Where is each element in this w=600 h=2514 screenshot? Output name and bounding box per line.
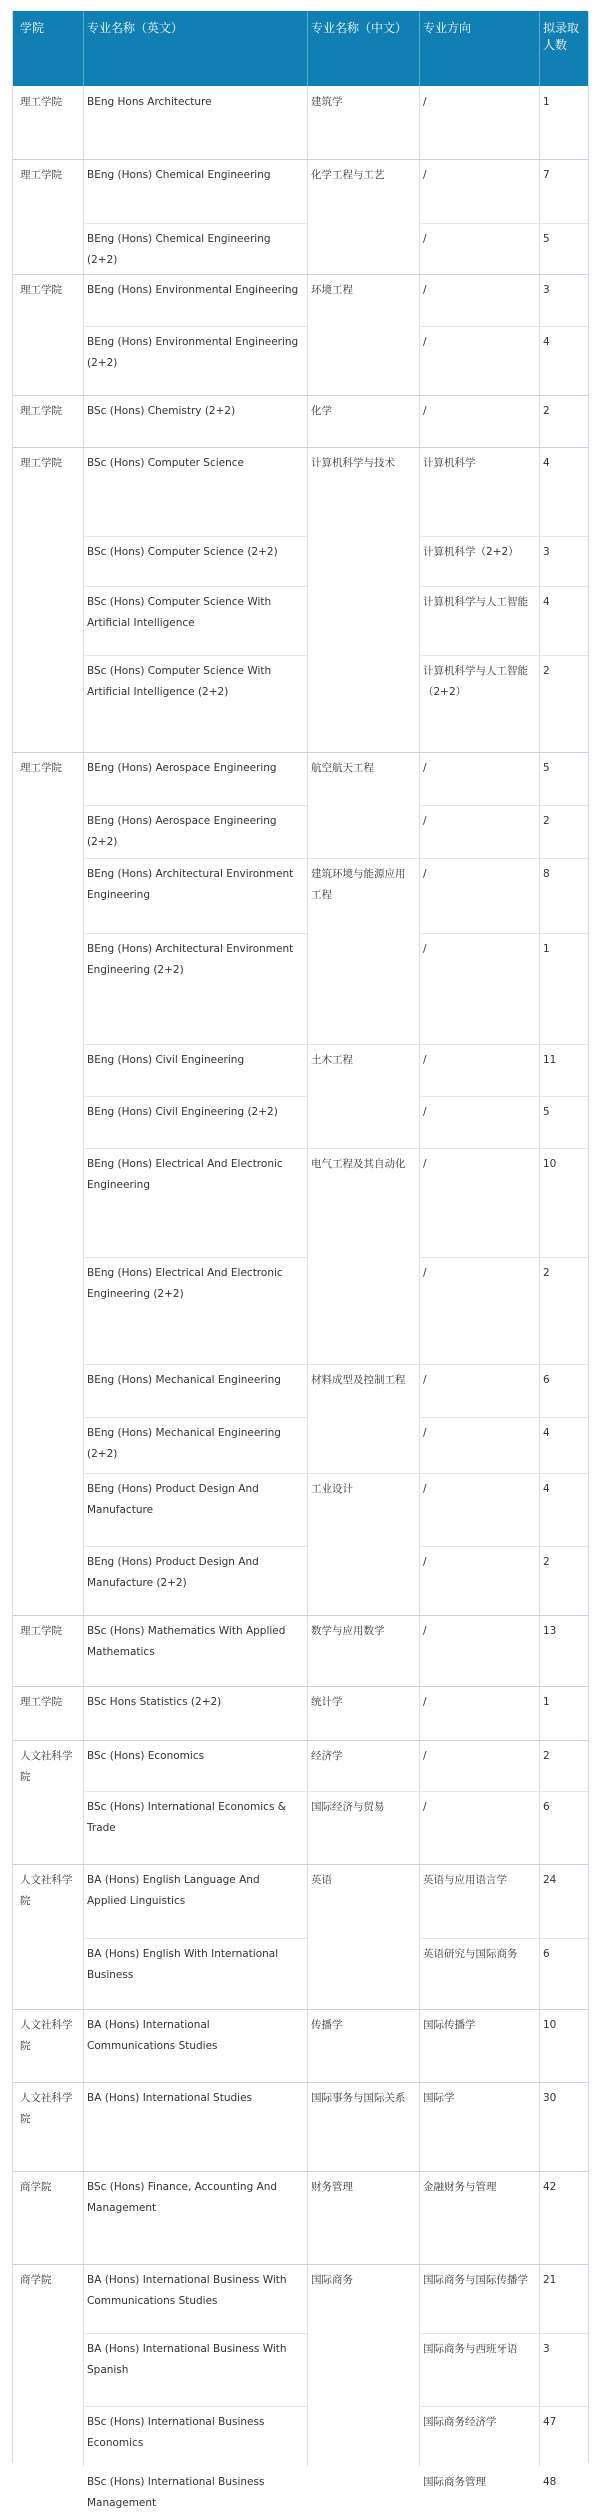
direction-cell: / bbox=[423, 815, 427, 827]
enroll-count-cell: 8 bbox=[543, 868, 550, 880]
direction-cell: 国际学 bbox=[423, 2092, 455, 2104]
name-en-cell: BSc (Hons) Computer Science (2+2) bbox=[87, 546, 278, 558]
name-en-cell: BEng (Hons) Product Design And Manufacture (2+2) bbox=[87, 1556, 259, 1589]
enroll-count-cell: 5 bbox=[543, 1106, 550, 1118]
direction-cell: / bbox=[423, 169, 427, 181]
direction-cell: 英语与应用语言学 bbox=[423, 1874, 507, 1886]
name-cn-cell: 航空航天工程 bbox=[311, 762, 374, 774]
enroll-count-cell: 6 bbox=[543, 1948, 550, 1960]
direction-cell: / bbox=[423, 284, 427, 296]
direction-cell: 计算机科学与人工智能（2+2） bbox=[423, 665, 528, 698]
name-en-cell: BEng (Hons) Aerospace Engineering bbox=[87, 762, 277, 774]
name-en-cell: BSc (Hons) International Business Economics bbox=[87, 2416, 265, 2449]
name-en-cell: BEng (Hons) Civil Engineering (2+2) bbox=[87, 1106, 278, 1118]
college-cell: 商学院 bbox=[20, 2274, 52, 2286]
name-en-cell: BEng (Hons) Civil Engineering bbox=[87, 1054, 245, 1066]
college-cell: 理工学院 bbox=[20, 762, 62, 774]
name-en-cell: BSc Hons Statistics (2+2) bbox=[87, 1696, 222, 1708]
name-cn-cell: 数学与应用数学 bbox=[311, 1625, 385, 1637]
name-en-cell: BSc (Hons) Computer Science With Artificial Intelligence bbox=[87, 596, 272, 629]
name-en-cell: BA (Hons) International Business With Communications Studies bbox=[87, 2274, 287, 2307]
name-en-cell: BEng (Hons) Product Design And Manufacture bbox=[87, 1483, 259, 1516]
name-cn-cell: 化学工程与工艺 bbox=[311, 169, 385, 181]
name-en-cell: BEng Hons Architecture bbox=[87, 96, 212, 108]
enroll-count-cell: 5 bbox=[543, 233, 550, 245]
name-en-cell: BEng (Hons) Aerospace Engineering (2+2) bbox=[87, 815, 277, 848]
header-direction: 专业方向 bbox=[423, 21, 472, 35]
name-en-cell: BSc (Hons) Computer Science With Artificial Intelligence (2+2) bbox=[87, 665, 272, 698]
direction-cell: 国际商务管理 bbox=[423, 2476, 486, 2488]
name-cn-cell: 化学 bbox=[311, 405, 332, 417]
name-en-cell: BSc (Hons) Chemistry (2+2) bbox=[87, 405, 236, 417]
enroll-count-cell: 5 bbox=[543, 762, 550, 774]
name-en-cell: BSc (Hons) International Economics & Trade bbox=[87, 1801, 286, 1834]
direction-cell: 国际商务与国际传播学 bbox=[423, 2274, 528, 2286]
college-cell: 商学院 bbox=[20, 2181, 52, 2193]
direction-cell: / bbox=[423, 1483, 427, 1495]
table-row bbox=[13, 395, 588, 447]
direction-cell: 国际商务与西班牙语 bbox=[423, 2343, 518, 2355]
enroll-count-cell: 11 bbox=[543, 1054, 557, 1066]
direction-cell: 计算机科学与人工智能 bbox=[423, 596, 528, 608]
enroll-count-cell: 7 bbox=[543, 169, 550, 181]
name-cn-cell: 经济学 bbox=[311, 1750, 343, 1762]
college-cell: 理工学院 bbox=[20, 1696, 62, 1708]
name-cn-cell: 统计学 bbox=[311, 1696, 343, 1708]
enroll-count-cell: 2 bbox=[543, 1750, 550, 1762]
name-en-cell: BEng (Hons) Architectural Environment Engineering bbox=[87, 868, 294, 901]
name-en-cell: BEng (Hons) Environmental Engineering (2+2) bbox=[87, 336, 299, 369]
table-row bbox=[13, 2082, 588, 2171]
name-cn-cell: 土木工程 bbox=[311, 1054, 353, 1066]
table-row bbox=[13, 858, 588, 933]
table-row bbox=[13, 2171, 588, 2264]
direction-cell: / bbox=[423, 336, 427, 348]
direction-cell: 国际商务经济学 bbox=[423, 2416, 497, 2428]
enroll-count-cell: 30 bbox=[543, 2092, 557, 2104]
enroll-count-cell: 1 bbox=[543, 943, 550, 955]
direction-cell: / bbox=[423, 1801, 427, 1813]
name-en-cell: BEng (Hons) Environmental Engineering bbox=[87, 284, 299, 296]
enroll-count-cell: 3 bbox=[543, 2343, 550, 2355]
table-row bbox=[13, 1044, 588, 1096]
enroll-count-cell: 4 bbox=[543, 596, 550, 608]
name-en-cell: BEng (Hons) Electrical And Electronic Engineering bbox=[87, 1158, 283, 1191]
name-cn-cell: 财务管理 bbox=[311, 2181, 353, 2193]
enroll-count-cell: 13 bbox=[543, 1625, 557, 1637]
enroll-count-cell: 1 bbox=[543, 1696, 550, 1708]
table-row bbox=[13, 1417, 588, 1473]
table-row bbox=[13, 1096, 588, 1148]
direction-cell: / bbox=[423, 405, 427, 417]
enroll-count-cell: 2 bbox=[543, 665, 550, 677]
table-row bbox=[13, 536, 588, 586]
enroll-count-cell: 24 bbox=[543, 1874, 557, 1886]
enroll-count-cell: 4 bbox=[543, 336, 550, 348]
college-cell: 理工学院 bbox=[20, 405, 62, 417]
table-header bbox=[13, 11, 588, 86]
name-cn-cell: 英语 bbox=[311, 1874, 332, 1886]
enroll-count-cell: 4 bbox=[543, 457, 550, 469]
name-en-cell: BEng (Hons) Electrical And Electronic Engineering (2+2) bbox=[87, 1267, 283, 1300]
direction-cell: 国际传播学 bbox=[423, 2019, 476, 2031]
name-cn-cell: 电气工程及其自动化 bbox=[311, 1158, 406, 1170]
direction-cell: / bbox=[423, 762, 427, 774]
header-college: 学院 bbox=[20, 21, 45, 35]
direction-cell: / bbox=[423, 868, 427, 880]
direction-cell: / bbox=[423, 1158, 427, 1170]
header-name-en: 专业名称（英文） bbox=[87, 21, 184, 35]
header-name-cn: 专业名称（中文） bbox=[311, 21, 408, 35]
table-row bbox=[13, 2333, 588, 2406]
direction-cell: 英语研究与国际商务 bbox=[423, 1948, 518, 1960]
college-cell: 理工学院 bbox=[20, 457, 62, 469]
table-row bbox=[13, 1740, 588, 1791]
table-row bbox=[13, 752, 588, 805]
enroll-count-cell: 4 bbox=[543, 1427, 550, 1439]
enroll-count-cell: 10 bbox=[543, 2019, 557, 2031]
direction-cell: / bbox=[423, 1054, 427, 1066]
table-row bbox=[13, 159, 588, 223]
college-cell: 理工学院 bbox=[20, 284, 62, 296]
enroll-count-cell: 4 bbox=[543, 1483, 550, 1495]
name-cn-cell: 国际经济与贸易 bbox=[311, 1801, 385, 1813]
direction-cell: 计算机科学 bbox=[423, 457, 476, 469]
name-cn-cell: 工业设计 bbox=[311, 1483, 353, 1495]
direction-cell: 计算机科学（2+2） bbox=[423, 546, 519, 558]
enroll-count-cell: 42 bbox=[543, 2181, 557, 2193]
table-row bbox=[13, 2264, 588, 2333]
name-cn-cell: 国际事务与国际关系 bbox=[311, 2092, 406, 2104]
college-cell: 理工学院 bbox=[20, 1625, 62, 1637]
direction-cell: / bbox=[423, 1267, 427, 1279]
direction-cell: / bbox=[423, 96, 427, 108]
enroll-count-cell: 48 bbox=[543, 2476, 557, 2488]
enrollment-table bbox=[12, 11, 589, 2509]
table-row bbox=[13, 805, 588, 858]
direction-cell: 金融财务与管理 bbox=[423, 2181, 497, 2193]
table-row bbox=[13, 1864, 588, 1938]
header-enroll: 拟录取人数 bbox=[543, 21, 580, 52]
name-cn-cell: 国际商务 bbox=[311, 2274, 353, 2286]
table-row bbox=[13, 2009, 588, 2082]
name-cn-cell: 材料成型及控制工程 bbox=[311, 1374, 406, 1386]
table-row bbox=[13, 1148, 588, 1257]
table-row bbox=[13, 1615, 588, 1686]
direction-cell: / bbox=[423, 1625, 427, 1637]
college-cell: 人文社科学院 bbox=[20, 1750, 73, 1783]
table-row bbox=[13, 1938, 588, 2009]
enroll-count-cell: 3 bbox=[543, 546, 550, 558]
name-cn-cell: 传播学 bbox=[311, 2019, 343, 2031]
college-cell: 理工学院 bbox=[20, 96, 62, 108]
name-en-cell: BA (Hons) International Communications Studies bbox=[87, 2019, 218, 2052]
table-row bbox=[13, 933, 588, 1044]
table-row bbox=[13, 2406, 588, 2466]
table-row bbox=[13, 447, 588, 536]
enroll-count-cell: 1 bbox=[543, 96, 550, 108]
table-row bbox=[13, 1686, 588, 1740]
direction-cell: / bbox=[423, 1427, 427, 1439]
table-row bbox=[13, 326, 588, 395]
name-en-cell: BA (Hons) English Language And Applied Linguistics bbox=[87, 1874, 260, 1907]
direction-cell: / bbox=[423, 1374, 427, 1386]
enroll-count-cell: 2 bbox=[543, 1267, 550, 1279]
table-row bbox=[13, 1473, 588, 1546]
name-cn-cell: 建筑学 bbox=[311, 96, 343, 108]
name-en-cell: BSc (Hons) Economics bbox=[87, 1750, 205, 1762]
table-row bbox=[13, 86, 588, 159]
name-en-cell: BEng (Hons) Mechanical Engineering (2+2) bbox=[87, 1427, 281, 1460]
college-cell: 人文社科学院 bbox=[20, 1874, 73, 1907]
enroll-count-cell: 6 bbox=[543, 1374, 550, 1386]
table-row bbox=[13, 1546, 588, 1615]
enroll-count-cell: 21 bbox=[543, 2274, 557, 2286]
direction-cell: / bbox=[423, 1696, 427, 1708]
table-row bbox=[13, 586, 588, 655]
direction-cell: / bbox=[423, 1750, 427, 1762]
name-en-cell: BA (Hons) International Studies bbox=[87, 2092, 253, 2104]
enroll-count-cell: 3 bbox=[543, 284, 550, 296]
name-en-cell: BA (Hons) English With International Business bbox=[87, 1948, 279, 1981]
name-en-cell: BA (Hons) International Business With Spanish bbox=[87, 2343, 287, 2376]
college-cell: 人文社科学院 bbox=[20, 2019, 73, 2052]
college-cell: 人文社科学院 bbox=[20, 2092, 73, 2125]
name-cn-cell: 计算机科学与技术 bbox=[311, 457, 395, 469]
name-cn-cell: 环境工程 bbox=[311, 284, 353, 296]
direction-cell: / bbox=[423, 1106, 427, 1118]
table-row bbox=[13, 1257, 588, 1364]
table-row bbox=[13, 1791, 588, 1864]
name-en-cell: BEng (Hons) Chemical Engineering bbox=[87, 169, 271, 181]
direction-cell: / bbox=[423, 233, 427, 245]
name-en-cell: BEng (Hons) Chemical Engineering (2+2) bbox=[87, 233, 271, 266]
direction-cell: / bbox=[423, 1556, 427, 1568]
enroll-count-cell: 6 bbox=[543, 1801, 550, 1813]
enroll-count-cell: 10 bbox=[543, 1158, 557, 1170]
name-en-cell: BSc (Hons) Finance, Accounting And Management bbox=[87, 2181, 278, 2214]
name-en-cell: BEng (Hons) Architectural Environment Engineering (2+2) bbox=[87, 943, 294, 976]
enroll-count-cell: 2 bbox=[543, 815, 550, 827]
table-row bbox=[13, 655, 588, 752]
college-cell: 理工学院 bbox=[20, 169, 62, 181]
name-cn-cell: 建筑环境与能源应用工程 bbox=[311, 868, 406, 901]
enroll-count-cell: 2 bbox=[543, 1556, 550, 1568]
name-en-cell: BEng (Hons) Mechanical Engineering bbox=[87, 1374, 281, 1386]
enroll-count-cell: 2 bbox=[543, 405, 550, 417]
name-en-cell: BSc (Hons) Computer Science bbox=[87, 457, 245, 469]
table-row bbox=[13, 223, 588, 274]
table-row bbox=[13, 274, 588, 326]
table-row bbox=[13, 1364, 588, 1417]
direction-cell: / bbox=[423, 943, 427, 955]
name-en-cell: BSc (Hons) Mathematics With Applied Mathematics bbox=[87, 1625, 286, 1658]
enroll-count-cell: 47 bbox=[543, 2416, 557, 2428]
name-en-cell: BSc (Hons) International Business Management bbox=[87, 2476, 265, 2509]
